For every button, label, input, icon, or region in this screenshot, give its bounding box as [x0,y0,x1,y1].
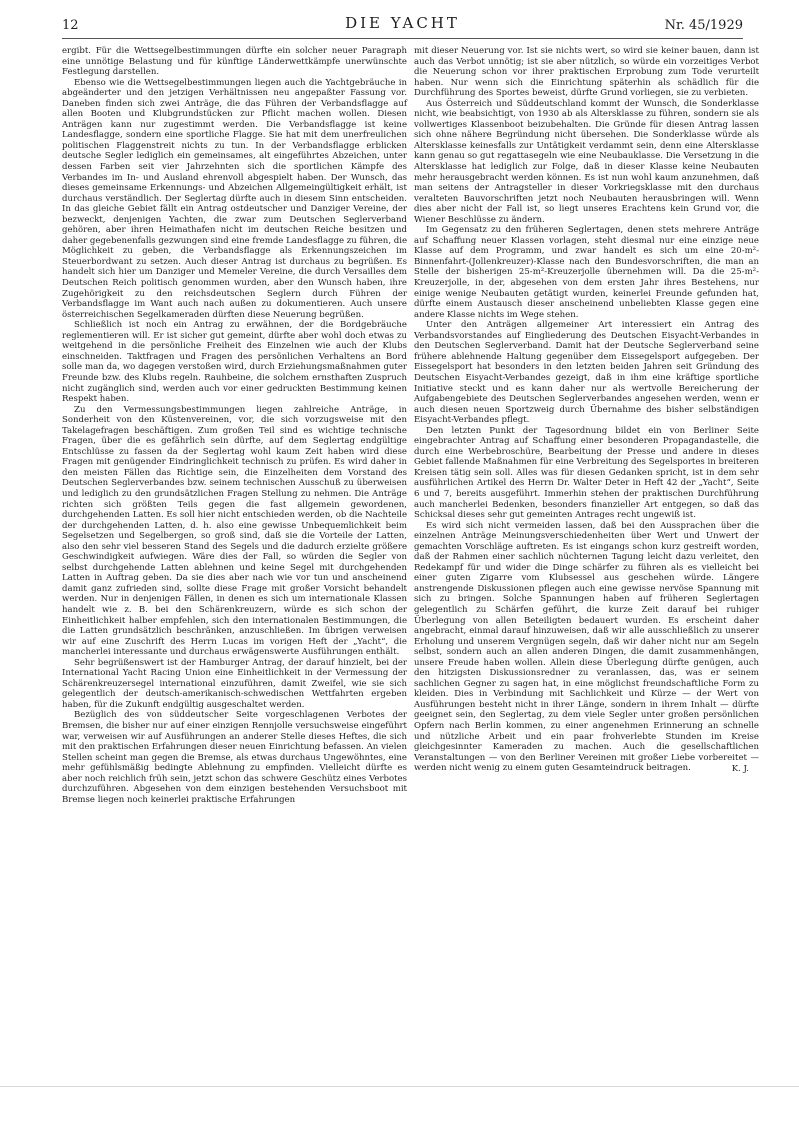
left-column [62,46,407,805]
header-rule [62,38,743,39]
paragraph: Zu den Vermessungsbestimmungen liegen zahlreiche Anträge, in Sonderheit von den Küstenvereinen, vor, die sich vorzugsweise mit den Takelagefragen beschäftigen. Zum großen Teil sind es wichtige technische Fragen, über die es gefährlich sein dürfte, auf dem Seglertag endgültige Entschlüsse zu fassen da der Seglertag wohl kaum Zeit haben wird diese Fragen mit genügender Eindringlichkeit technisch zu prüfen. Es wird daher in den meisten Fällen das Richtige sein, die Einzelheiten dem Vorstand des Deutschen Seglerverbandes bzw. seinem technischen Ausschuß zu überweisen und lediglich zu den grundsätzlichen Fragen Stellung zu nehmen. Die Anträge richten sich größten Teils gegen die fast allgemein gewordenen, durchgehenden Latten. Es soll hier nicht entschieden werden, ob die Nachteile der durchgehenden Latten, d. h. also eine gewisse Unbequemlichkeit beim Segelsetzen und Segelbergen, so groß sind, daß sie die Vorteile der Latten, also den sehr viel besseren Stand des Segels und die dadurch erzielte größere Geschwindigkeit aufwiegen. Wäre dies der Fall, so würden die Segler von selbst durchgehende Latten ablehnen und keine Segel mit durchgehenden Latten in Auftrag geben. Da sie dies aber nach wie vor tun und anscheinend damit ganz zufrieden sind, sollte diese Frage mit großer Vorsicht behandelt werden. Nur in denjenigen Fällen, in denen es sich um internationale Klassen handelt wie z. B. bei den Schärenkreuzern, würde es sich schon der Einheitlichkeit halber empfehlen, sich den internationalen Bestimmungen, die die Latten grundsätzlich beschränken, anzuschließen. Im übrigen verweisen wir auf eine Zuschrift des Herrn Lucas im vorigen Heft der „Yacht“, die mancherlei interessante und durchaus erwägenswerte Ausführungen enthält. [62,404,407,658]
paragraph: Bezüglich des von süddeutscher Seite vorgeschlagenen Verbotes der Bremsen, die bisher nur auf einer einzigen Rennjolle versuchsweise eingeführt war, verweisen wir auf Ausführungen an anderer Stelle dieses Heftes, die sich mit den praktischen Erfahrungen dieser neuen Einrichtung befassen. An vielen Stellen scheint man gegen die Bremse, als etwas durchaus Ungewöhntes, eine mehr gefühlsmäßig bedingte Ablehnung zu empfinden. Vielleicht dürfte es aber noch reichlich früh sein, jetzt schon das schwere Geschütz eines Verbotes durchzuführen. Abgesehen von dem einzigen bestehenden Versuchsboot mit Bremse liegen noch keinerlei praktische Erfahrungen [62,710,407,805]
paragraph: Es wird sich nicht vermeiden lassen, daß bei den Aussprachen über die einzelnen Anträge Meinungsverschiedenheiten über Wert und Unwert der gemachten Vorschläge auftreten. Es ist eingangs schon kurz gestreift worden, daß der Rahmen einer sachlich nüchternen Tagung leicht dazu verleitet, den Redekampf für und wider die Dinge schärfer zu führen als es vielleicht bei einer guten Zigarre vom Klubsessel aus geschehen würde. Längere anstrengende Diskussionen pflegen auch eine gewisse nervöse Spannung mit sich zu bringen. Solche Spannungen haben auf früheren Seglertagen gelegentlich zu Schärfen geführt, die kurze Zeit darauf bei ruhiger Überlegung von allen Beteiligten bedauert wurden. Es erscheint daher angebracht, einmal darauf hinzuweisen, daß wir alle ausschließlich zu unserer Erholung und unserem Vergnügen segeln, daß wir daher nicht nur am Segeln selbst, sondern auch an allen anderen Dingen, die damit zusammenhängen, unsere Freude haben wollen. Allein diese Überlegung dürfte genügen, auch den hitzigsten Diskussionsredner zu veranlassen, das, was er seinem sachlichen Gegner zu sagen hat, in eine möglichst freundschaftliche Form zu kleiden. Dies in Verbindung mit Sachlichkeit und Kürze — der Wert von Ausführungen besteht nicht in ihrer Länge, sondern in ihrem Inhalt — dürfte geeignet sein, den Seglertag, zu dem viele Segler unter großen persönlichen Opfern nach Berlin kommen, zu einer angenehmen Erinnerung an schnelle und nützliche Arbeit und ein paar frohverlebte Stunden im Kreise gleichgesinnter Kameraden zu machen. Auch die gesellschaftlichen Veranstaltungen — von den Berliner Vereinen mit großer Liebe vorbereitet — werden nicht wenig zu einem guten Gesamteindruck beitragen. [414,520,759,774]
author-signature: K. J. [731,763,749,774]
right-column [414,46,759,774]
journal-title: DIE YACHT [345,14,460,32]
page-header [62,14,743,36]
paragraph: mit dieser Neuerung vor. Ist sie nichts wert, so wird sie keiner bauen, dann ist auch das Verbot unnötig; ist sie aber nützlich, so würde ein vorzeitiges Verbot die Neuerung schon vor ihrer praktischen Erprobung zum Tode verurteilt haben. Nur wenn sich die Einrichtung späterhin als schädlich für die Durchführung des Sportes beweist, dürfte Grund vorliegen, sie zu verbieten. [414,46,759,99]
paragraph: Schließlich ist noch ein Antrag zu erwähnen, der die Bordgebräuche reglementieren will. Er ist sicher gut gemeint, dürfte aber wohl doch etwas zu weitgehend in die persönliche Freiheit des Einzelnen wie auch der Klubs einschneiden. Taktfragen und Fragen des persönlichen Verhaltens an Bord solle man da, wo dagegen verstoßen wird, durch Erziehungsmaßnahmen guter Freunde bzw. des Klubs regeln. Rauhbeine, die solchem ernsthaften Zuspruch nicht zugänglich sind, werden auch vor einer gedruckten Bestimmung keinen Respekt haben. [62,320,407,405]
paragraph: ergibt. Für die Wettsegelbestimmungen dürfte ein solcher neuer Paragraph eine unnötige Belastung und für künftige Länderwettkämpfe unerwünschte Festlegung darstellen. [62,46,407,78]
page-bottom-rule [0,1086,799,1087]
paragraph: Im Gegensatz zu den früheren Seglertagen, denen stets mehrere Anträge auf Schaffung neuer Klassen vorlagen, steht diesmal nur eine einzige neue Klasse auf dem Programm, und zwar handelt es sich um eine 20-m²-Binnenfahrt-(Jollenkreuzer)-Klasse nach den Bundesvorschriften, die man an Stelle der bisherigen 25-m²-Kreuzerjolle übernehmen will. Da die 25-m²-Kreuzerjolle, in der, abgesehen von dem ersten Jahr ihres Bestehens, nur einige wenige Neubauten getätigt wurden, keinerlei Freunde gefunden hat, dürfte einem Austausch dieser anscheinend unbeliebten Klasse gegen eine andere Klasse nichts im Wege stehen. [414,225,759,320]
page-number: 12 [62,18,79,33]
issue-number: Nr. 45/1929 [664,18,743,33]
paragraph: Unter den Anträgen allgemeiner Art interessiert ein Antrag des Verbandsvorstandes auf Eingliederung des Deutschen Eisyacht-Verbandes in den Deutschen Seglerverband. Damit hat der Deutsche Seglerverband seine frühere ablehnende Haltung gegenüber dem Eissegelsport aufgegeben. Der Eissegelsport hat besonders in den letzten beiden Jahren seit Gründung des Deutschen Eisyacht-Verbandes gezeigt, daß in ihm eine kräftige sportliche Initiative steckt und es kann daher nur als wertvolle Bereicherung der Aufgabengebiete des Deutschen Seglerverbandes angesehen werden, wenn er auch diesen neuen Sportzweig durch Übernahme des bisher selbständigen Eisyacht-Verbandes pflegt. [414,320,759,426]
paragraph: Aus Österreich und Süddeutschland kommt der Wunsch, die Sonderklasse nicht, wie beabsichtigt, von 1930 ab als Altersklasse zu führen, sondern sie als vollwertiges Klassenboot beizubehalten. Die Gründe für diesen Antrag lassen sich ohne nähere Begründung nicht übersehen. Die Sonderklasse würde als Altersklasse keinesfalls zur Untätigkeit verdammt sein, denn eine Altersklasse kann genau so gut regattasegeln wie eine Neubauklasse. Die Versetzung in die Altersklasse hat lediglich zur Folge, daß in dieser Klasse keine Neubauten mehr herausgebracht werden können. Es ist nun wohl kaum anzunehmen, daß man seitens der Antragsteller in dieser Vorkriegsklasse mit den durchaus veralteten Bauvorschriften jetzt noch Neubauten herausbringen will. Wenn dies aber nicht der Fall ist, so liegt unseres Erachtens kein Grund vor, die Wiener Beschlüsse zu ändern. [414,98,759,225]
paragraph: Den letzten Punkt der Tagesordnung bildet ein von Berliner Seite eingebrachter Antrag auf Schaffung einer besonderen Propagandastelle, die durch eine Werbebroschüre, Bearbeitung der Presse und andere in dieses Gebiet fallende Maßnahmen für eine Verbreitung des Segelsportes in breiteren Kreisen tätig sein soll. Alles was für diesen Gedanken spricht, ist in dem sehr ausführlichen Artikel des Herrn Dr. Walter Deter in Heft 42 der „Yacht“, Seite 6 und 7, bereits ausgeführt. Immerhin stehen der praktischen Durchführung auch mancherlei Bedenken, besonders finanzieller Art entgegen, so daß das Schicksal dieses sehr gut gemeinten Antrages recht ungewiß ist. [414,425,759,521]
paragraph: Sehr begrüßenswert ist der Hamburger Antrag, der darauf hinzielt, bei der International Yacht Racing Union eine Einheitlichkeit in der Vermessung der Schärenkreuzersegel international einzuführen, damit Zweifel, wie sie sich gelegentlich der deutsch-amerikanisch-schwedischen Wettfahrten ergeben haben, für die Zukunft endgültig ausgeschaltet werden. [62,657,407,710]
paragraph: Ebenso wie die Wettsegelbestimmungen liegen auch die Yachtgebräuche in abgeänderter und den jetzigen Verhältnissen neu angepaßter Fassung vor. Daneben finden sich zwei Anträge, die das Führen der Verbandsflagge auf allen Booten und Klubgrundstücken zur Pflicht machen wollen. Diesen Anträgen kann nur zugestimmt werden. Die Verbandsflagge ist keine Landesflagge, sondern eine sportliche Flagge. Sie hat mit dem unerfreulichen politischen Flaggenstreit nichts zu tun. In der Verbandsflagge erblicken deutsche Segler lediglich ein gemeinsames, alt eingeführtes Abzeichen, unter dessen Farben seit vier Jahrzehnten sich die sportlichen Kämpfe des Verbandes im In- und Ausland ehrenvoll abgespielt haben. Der Wunsch, das dieses gemeinsame Erkennungs- und Abzeichen Allgemeingültigkeit erhält, ist durchaus verständlich. Der Seglertag dürfte auch in diesem Sinn entscheiden. In das gleiche Gebiet fällt ein Antrag ostdeutscher und Danziger Vereine, der bezweckt, denjenigen Yachten, die zwar zum Deutschen Seglerverband gehören, aber ihren Heimathafen nicht im deutschen Reiche besitzen und daher gegebenenfalls gezwungen sind eine fremde Landesflagge zu führen, die Möglichkeit zu geben, die Verbandsflagge als Erkennungszeichen im Steuerbordwant zu setzen. Auch dieser Antrag ist durchaus zu begrüßen. Es handelt sich hier um Danziger und Memeler Vereine, die durch Versailles dem Deutschen Reich politisch genommen wurden, aber den Wunsch haben, ihre Zugehörigkeit zu den reichsdeutschen Seglern durch Führen der Verbandsflagge im Want auch nach außen zu dokumentieren. Auch unsere österreichischen Segelkameraden dürften diese Neuerung begrüßen. [62,77,408,320]
